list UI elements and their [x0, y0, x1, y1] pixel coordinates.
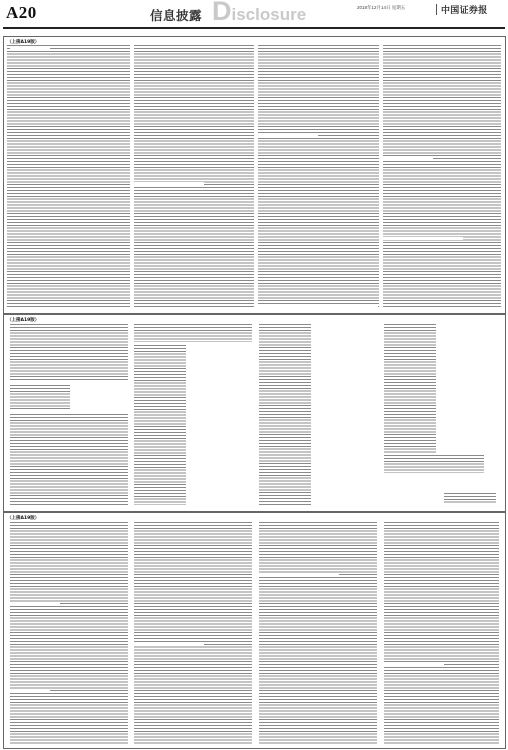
- section-title-cn: 信息披露: [150, 8, 203, 23]
- section-title-en: [212, 0, 306, 25]
- continuation-label: （上接A19版）: [7, 318, 40, 323]
- paragraph-break: [383, 237, 463, 240]
- masthead-rule: [3, 27, 505, 29]
- body-text-column: [384, 455, 484, 473]
- paragraph-break: [134, 643, 204, 646]
- masthead: [0, 0, 508, 30]
- announcement-block-1: [3, 36, 506, 314]
- body-text-column: [10, 522, 128, 744]
- paragraph-break: [134, 182, 204, 185]
- continuation-label: （上接A19版）: [7, 516, 40, 521]
- announcement-block-2: [3, 314, 506, 512]
- section-title-en-initial: D: [212, 0, 232, 26]
- paragraph-break: [10, 603, 60, 606]
- body-text-column: [10, 324, 128, 382]
- body-text-column: [134, 522, 252, 744]
- announcement-block-3: [3, 512, 506, 749]
- paragraph-break: [384, 663, 444, 666]
- continuation-label: （上接A19版）: [7, 40, 40, 45]
- contact-list: [259, 324, 311, 506]
- page-number: A20: [6, 3, 37, 22]
- paragraph-break: [258, 305, 378, 311]
- contact-list: [134, 345, 186, 505]
- contact-list: [10, 385, 70, 411]
- column-gutter: [254, 43, 258, 311]
- body-text-column: [384, 522, 499, 744]
- paragraph-break: [10, 689, 50, 693]
- edition-date: 2018年12月14日 星期五: [357, 5, 406, 10]
- body-text-column: [134, 324, 252, 342]
- contact-list: [384, 324, 436, 454]
- body-text-column: [259, 522, 377, 744]
- paragraph-break: [259, 573, 339, 576]
- paragraph-break: [383, 157, 433, 160]
- masthead-separator: [436, 4, 437, 15]
- section-title-en-rest: isclosure: [231, 5, 307, 24]
- column-gutter: [130, 43, 134, 311]
- company-signature: [444, 493, 496, 503]
- paragraph-break: [258, 133, 318, 136]
- paragraph-break: [10, 46, 50, 49]
- column-gutter: [379, 43, 383, 311]
- newspaper-name: 中国证券报: [441, 6, 488, 16]
- body-text-column: [10, 414, 128, 506]
